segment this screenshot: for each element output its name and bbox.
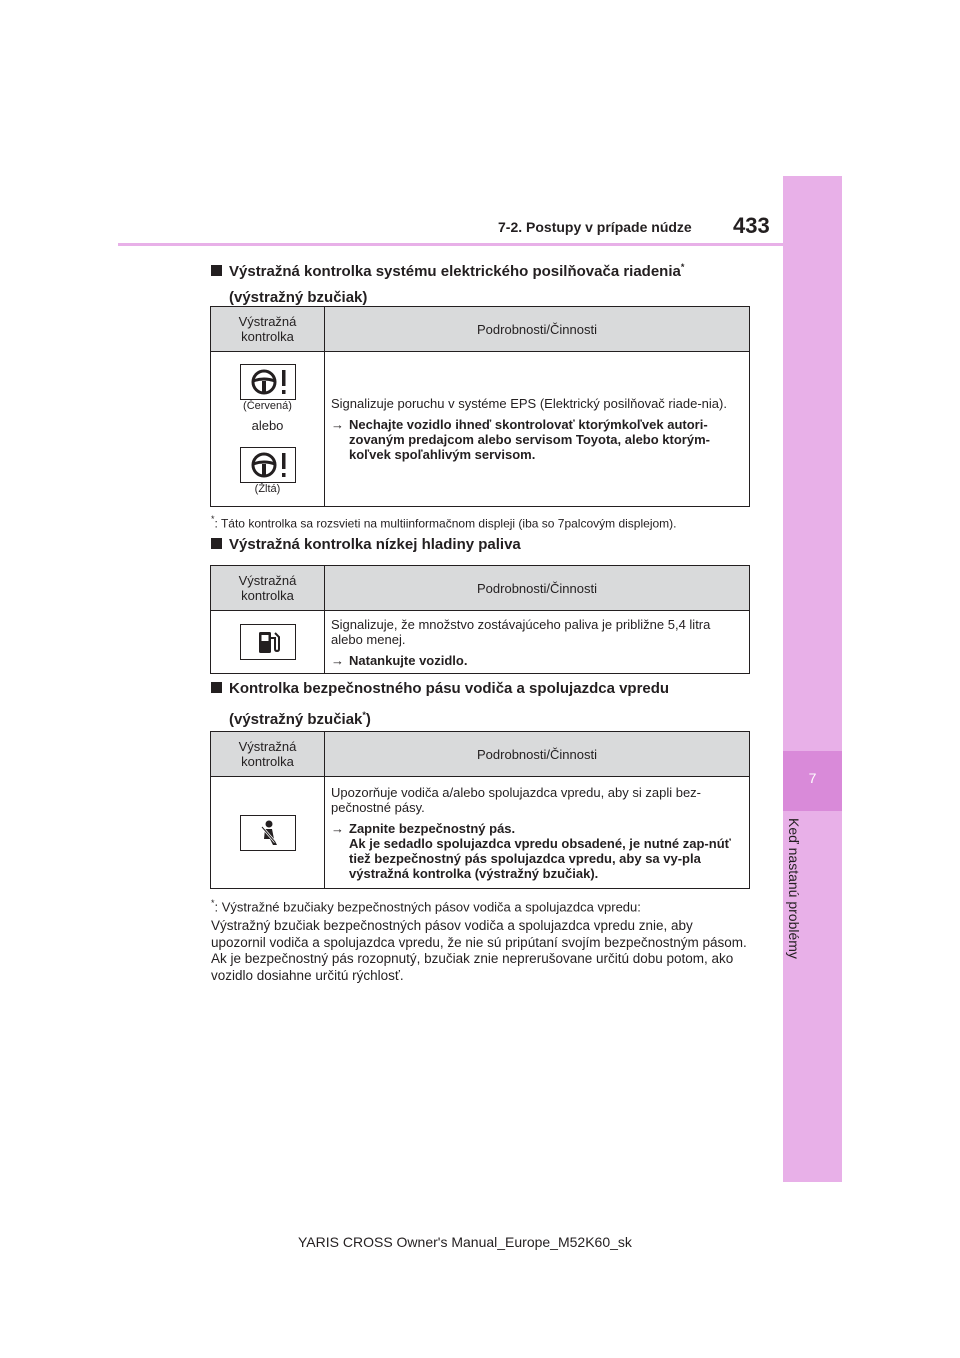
or-label: alebo [251,417,284,433]
icon-label-yellow: (Žltá) [254,482,281,495]
footer-manual-id: YARIS CROSS Owner's Manual_Europe_M52K60_sk [298,1234,632,1250]
col-header-details: Podrobnosti/Činnosti [325,307,750,352]
col-header-details: Podrobnosti/Činnosti [325,732,750,777]
col-header-light: Výstražná kontrolka [211,566,325,611]
fuel-detail: Signalizuje, že množstvo zostávajúceho paliva je približne 5,4 litra alebo menej. [331,616,711,647]
seatbelt-body-text: Výstražný bzučiak bezpečnostných pásov vodiča a spolujazdca vpredu znie, aby upozornil vodiča a spolujazdca vpredu, že nie sú pripútaní svojím bezpečnostným pásom. Ak je bezpečnostný pás rozopnutý, bzučiak znie neprerušovane určitú dobu potom, ako vozidlo dosiahne určitú rýchlosť. [211,918,747,983]
heading-fuel: Výstražná kontrolka nízkej hladiny paliva [211,532,521,558]
heading-seatbelt: Kontrolka bezpečnostného pásu vodiča a spolujazdca vpredu (výstražný bzučiak*) [211,676,669,733]
col-header-light: Výstražná kontrolka [211,732,325,777]
eps-detail: Signalizuje poruchu v systéme EPS (Elektrický posilňovač riade-nia). [331,396,727,411]
fuel-pump-icon [240,624,296,660]
header-rule [118,243,783,246]
fuel-action: → Natankujte vozidlo. [331,652,468,668]
chapter-side-tab [783,176,842,1182]
steering-warning-icon [240,447,296,483]
seatbelt-warning-table [210,731,750,889]
seatbelt-action: → Zapnite bezpečnostný pás. Ak je sedadlo spolujazdca vpredu obsadené, je nutné zap-núť tiež bezpečnostný pás spolujazdca vpredu, aby sa vy-pla výstražná kontrolka (výstražný bzučiak). [331,820,731,881]
icon-label-red: (Červená) [243,399,292,412]
col-header-light: Výstražná kontrolka [211,307,325,352]
footnote-eps: *: Táto kontrolka sa rozsvieti na multiinformačnom displeji (iba so 7palcovým displejom). [211,514,677,531]
seatbelt-detail: Upozorňuje vodiča a/alebo spolujazdca vpredu, aby si zapli bez-pečnostné pásy. [331,784,701,815]
footnote-seatbelt: *: Výstražné bzučiaky bezpečnostných pásov vodiča a spolujazdca vpredu: [211,898,641,915]
seatbelt-icon [240,815,296,851]
steering-warning-icon [240,364,296,400]
eps-warning-table [210,306,750,507]
fuel-warning-table [210,565,750,674]
chapter-title: Keď nastanú problémy [786,818,802,959]
chapter-number: 7 [808,770,817,786]
section-title: 7-2. Postupy v prípade núdze [498,219,692,235]
bullet-square-icon [211,265,222,276]
bullet-square-icon [211,538,222,549]
bullet-square-icon [211,682,222,693]
eps-action: → Nechajte vozidlo ihneď skontrolovať ktorýmkoľvek autori-zovaným predajcom alebo servisom Toyota, alebo ktorým-koľvek spoľahlivým servisom. [331,417,710,462]
col-header-details: Podrobnosti/Činnosti [325,566,750,611]
page-number: 433 [733,213,770,238]
heading-eps: Výstražná kontrolka systému elektrického posilňovača riadenia* (výstražný bzučiak) [211,254,684,311]
